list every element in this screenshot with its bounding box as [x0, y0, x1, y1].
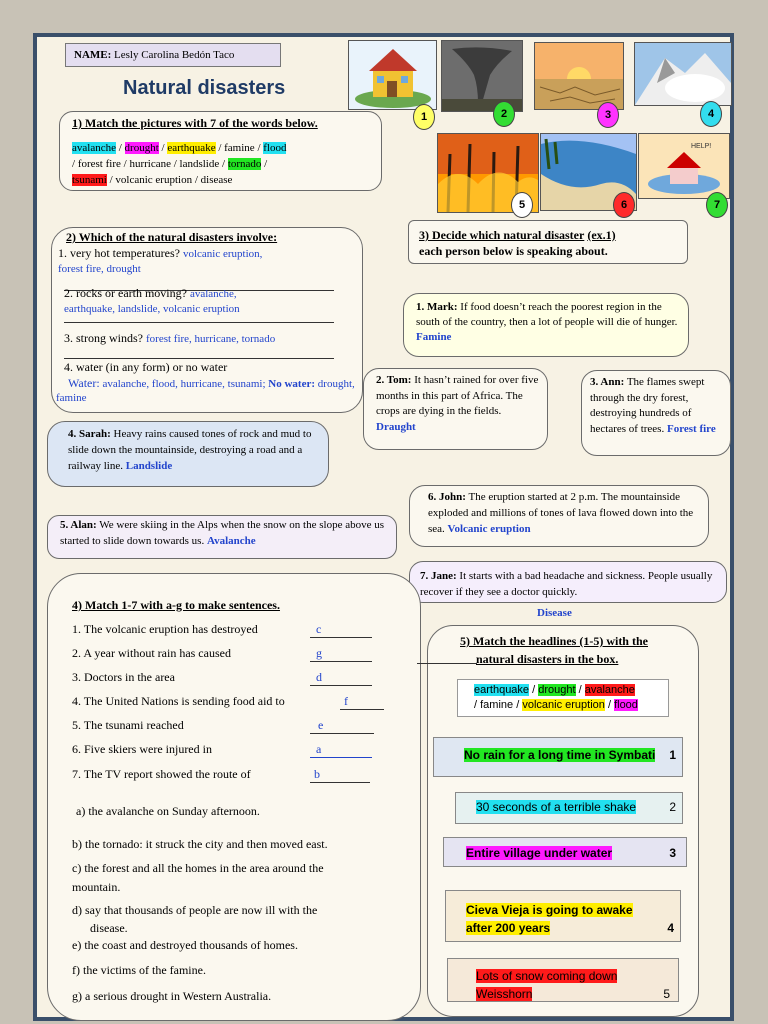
speaker-tom-text: [376, 373, 541, 435]
q2-answer-b: earthquake, landslide, volcanic eruption: [64, 303, 240, 315]
ex4-q5: 5. The tsunami reached: [72, 718, 184, 732]
speaker-mark-text: [416, 300, 678, 345]
ex5-word-famine: famine: [480, 699, 514, 711]
headline-3: [443, 837, 687, 867]
ex5-word-earthquake: earthquake: [474, 684, 530, 696]
ex4-a4[interactable]: f: [340, 694, 384, 710]
ex4-q6: 6. Five skiers were injured in: [72, 742, 212, 756]
exercise-1-heading: 1) Match the pictures with 7 of the words below.: [72, 116, 318, 130]
headline-4: [445, 890, 681, 942]
ex4-option-b: b) the tornado: it struck the city and then moved east.: [72, 837, 328, 851]
ex4-option-d: d) say that thousands of people are now ill with the: [72, 903, 318, 917]
picture-drought: [534, 42, 624, 110]
headline-1-num: 1: [669, 748, 676, 762]
ex4-a5[interactable]: e: [310, 718, 374, 734]
word-drought: drought: [124, 142, 159, 154]
speaker-bubble-jane: [409, 561, 727, 603]
a4-nowater-answer: drought, famine: [56, 378, 355, 404]
speaker-bubble-ann: [581, 370, 731, 456]
ex5-word-drought: drought: [538, 684, 576, 696]
page-title: Natural disasters: [123, 77, 286, 99]
speaker-bubble-alan: [47, 515, 397, 559]
speaker-alan-answer: Avalanche: [206, 534, 256, 547]
speaker-john-name: 6. John:: [428, 491, 466, 503]
word-flood: flood: [263, 142, 287, 154]
headline-2-text: 30 seconds of a terrible shake: [476, 800, 637, 814]
name-value: Lesly Carolina Bedón Taco: [114, 49, 235, 61]
speaker-sarah-quote: Heavy rains caused tones of rock and mud to slide down the mountainside, destroying a road and a railway line.: [68, 428, 312, 472]
speaker-ann-quote: The flames swept through the dry forest, destroying hundreds of hectares of trees.: [590, 376, 705, 435]
worksheet: [33, 33, 734, 1021]
speaker-mark-answer: Famine: [416, 331, 452, 343]
picture-number-4: 4: [700, 101, 722, 127]
exercise-3-heading: [419, 227, 616, 259]
speaker-jane-answer: Disease: [537, 607, 572, 619]
svg-text:HELP!: HELP!: [691, 143, 712, 150]
ex4-option-c-cont: mountain.: [72, 880, 121, 894]
exercise-3-heading-line2: each person below is speaking about.: [419, 244, 608, 258]
ex4-q7: 7. The TV report showed the route of: [72, 767, 251, 781]
name-label: NAME:: [74, 49, 112, 61]
speaker-bubble-john: [409, 485, 709, 547]
speaker-bubble-mark: [403, 293, 689, 357]
q2-answer-a: avalanche,: [189, 288, 237, 300]
q1-text: 1. very hot temperatures?: [58, 246, 180, 260]
word-tsunami: tsunami: [72, 174, 107, 186]
speaker-jane-name: 7. Jane:: [420, 570, 457, 582]
ex4-a3[interactable]: d: [310, 670, 372, 686]
q3-line: [64, 358, 334, 359]
ex4-q4: 4. The United Nations is sending food aid to: [72, 694, 285, 708]
headline-3-num: 3: [669, 846, 676, 860]
connector-line: [417, 663, 477, 664]
exercise-2-q2: [64, 286, 354, 316]
ex4-option-g: g) a serious drought in Western Australia.: [72, 989, 272, 1003]
exercise-2-q3: [64, 331, 275, 346]
ex5-word-volcanic-eruption: volcanic eruption: [522, 699, 605, 711]
speaker-jane-text: [420, 568, 724, 600]
headline-2-num: 2: [669, 800, 676, 814]
word-volcanic-eruption: volcanic eruption: [115, 174, 193, 186]
exercise-1-box: [59, 111, 382, 191]
q2-text: 2. rocks or earth moving?: [64, 286, 187, 300]
ex4-q2: 2. A year without rain has caused: [72, 646, 231, 660]
speaker-tom-answer: Draught: [376, 420, 416, 433]
ex4-option-e: e) the coast and destroyed thousands of homes.: [72, 938, 298, 952]
exercise-4-heading: 4) Match 1-7 with a-g to make sentences.: [72, 598, 280, 612]
exercise-3-heading-ref: (ex.1): [587, 228, 616, 242]
a4-water-label: Water:: [68, 376, 100, 390]
speaker-alan-text: [60, 518, 390, 549]
exercise-3-heading-text: 3) Decide which natural disaster: [419, 228, 585, 242]
ex4-option-f: f) the victims of the famine.: [72, 963, 206, 977]
speaker-ann-answer: Forest fire: [666, 422, 716, 435]
speaker-alan-quote: We were skiing in the Alps when the snow on the slope above us started to slide down towards us.: [60, 519, 385, 547]
ex4-option-d-cont: disease.: [90, 921, 128, 935]
word-bank: avalanche / drought / earthquake / famine / flood / forest fire / hurricane / landslide / tornado / tsunami / volcanic eruption / disease: [72, 142, 287, 186]
word-landslide: landslide: [179, 158, 220, 170]
ex4-option-a: a) the avalanche on Sunday afternoon.: [76, 804, 260, 818]
picture-number-7: 7: [706, 192, 728, 218]
exercise-3-box: [408, 220, 688, 264]
headline-3-text: Entire village under water: [466, 846, 613, 860]
ex4-a2[interactable]: g: [310, 646, 372, 662]
ex4-a7[interactable]: b: [310, 767, 370, 783]
speaker-john-answer: Volcanic eruption: [447, 523, 531, 535]
ex5-word-flood: flood: [614, 699, 638, 711]
ex4-q3: 3. Doctors in the area: [72, 670, 175, 684]
picture-landslide-house: [348, 40, 437, 110]
speaker-tom-quote: It hasn’t rained for over five months in this part of Africa. The crops are dying in the fields.: [376, 374, 539, 417]
q1-answer-a: volcanic eruption,: [182, 248, 263, 260]
headline-5: [447, 958, 679, 1002]
headline-5-num: 5: [663, 987, 670, 1001]
ex5-word-avalanche: avalanche: [584, 684, 635, 696]
headline-1: [433, 737, 683, 777]
speaker-bubble-sarah: [47, 421, 329, 487]
headline-4-num: 4: [667, 921, 674, 935]
q3-text: 3. strong winds?: [64, 331, 143, 345]
speaker-jane-quote: It starts with a bad headache and sickness. People usually recover if they see a doctor quickly.: [420, 570, 713, 598]
exercise-2-q4: 4. water (in any form) or no water: [64, 360, 228, 374]
speaker-tom-name: 2. Tom:: [376, 374, 412, 386]
headline-5-text: Lots of snow coming down Weisshorn: [476, 969, 618, 1001]
picture-number-1: 1: [413, 104, 435, 130]
exercise-2-box: [51, 227, 363, 413]
exercise-2-q1: [58, 246, 358, 276]
exercise-4-box: [47, 573, 421, 1021]
speaker-ann-name: 3. Ann:: [590, 376, 625, 388]
q1-answer-b: forest fire, drought: [58, 263, 141, 275]
word-famine: famine: [224, 142, 255, 154]
speaker-sarah-name: 4. Sarah:: [68, 428, 111, 440]
ex4-a6[interactable]: a: [310, 742, 372, 758]
word-earthquake: earthquake: [167, 142, 216, 154]
speaker-sarah-answer: Landslide: [125, 460, 173, 472]
picture-number-2: 2: [493, 101, 515, 127]
q2-line-2: [64, 322, 334, 323]
word-hurricane: hurricane: [129, 158, 171, 170]
exercise-5-heading-2: natural disasters in the box.: [476, 652, 619, 666]
word-avalanche: avalanche: [72, 142, 116, 154]
headline-1-text: No rain for a long time in Symbati: [464, 748, 656, 762]
picture-avalanche: [634, 42, 732, 106]
speaker-john-text: [428, 489, 704, 537]
name-box: [65, 43, 281, 67]
a4-water-answer: avalanche, flood, hurricane, tsunami;: [102, 378, 266, 390]
picture-tornado: [441, 40, 523, 112]
ex4-a1[interactable]: c: [310, 622, 372, 638]
word-tornado: tornado: [227, 158, 262, 170]
word-forest-fire: forest fire: [77, 158, 121, 170]
picture-number-3: 3: [597, 102, 619, 128]
speaker-alan-name: 5. Alan:: [60, 519, 97, 531]
exercise-2-a4: [56, 376, 356, 405]
ex4-option-c: c) the forest and all the homes in the area around the: [72, 861, 324, 875]
q3-answer: forest fire, hurricane, tornado: [146, 333, 276, 345]
speaker-john-quote: The eruption started at 2 p.m. The mountainside exploded and millions of tones of lava flowed down into the sea.: [428, 491, 694, 535]
speaker-sarah-text: [68, 426, 324, 474]
picture-flood: [638, 133, 730, 199]
exercise-2-heading: 2) Which of the natural disasters involve:: [66, 230, 278, 244]
speaker-ann-text: [590, 375, 728, 437]
speaker-mark-quote: If food doesn’t reach the poorest region in the south of the country, then a lot of people will die of hunger.: [416, 301, 678, 328]
headline-2: [455, 792, 683, 824]
speaker-bubble-tom: [363, 368, 548, 450]
headline-4-text: Cieva Vieja is going to awake after 200 years: [466, 903, 633, 935]
ex4-q1: 1. The volcanic eruption has destroyed: [72, 622, 258, 636]
picture-number-5: 5: [511, 192, 533, 218]
a4-nowater-label: No water:: [268, 378, 316, 390]
picture-number-6: 6: [613, 192, 635, 218]
word-disease: disease: [200, 174, 233, 186]
speaker-mark-name: 1. Mark:: [416, 301, 458, 313]
exercise-5-heading-1: 5) Match the headlines (1-5) with the: [460, 634, 648, 648]
ex5-word-box: earthquake / drought / avalanche / famine / volcanic eruption / flood: [457, 679, 669, 717]
